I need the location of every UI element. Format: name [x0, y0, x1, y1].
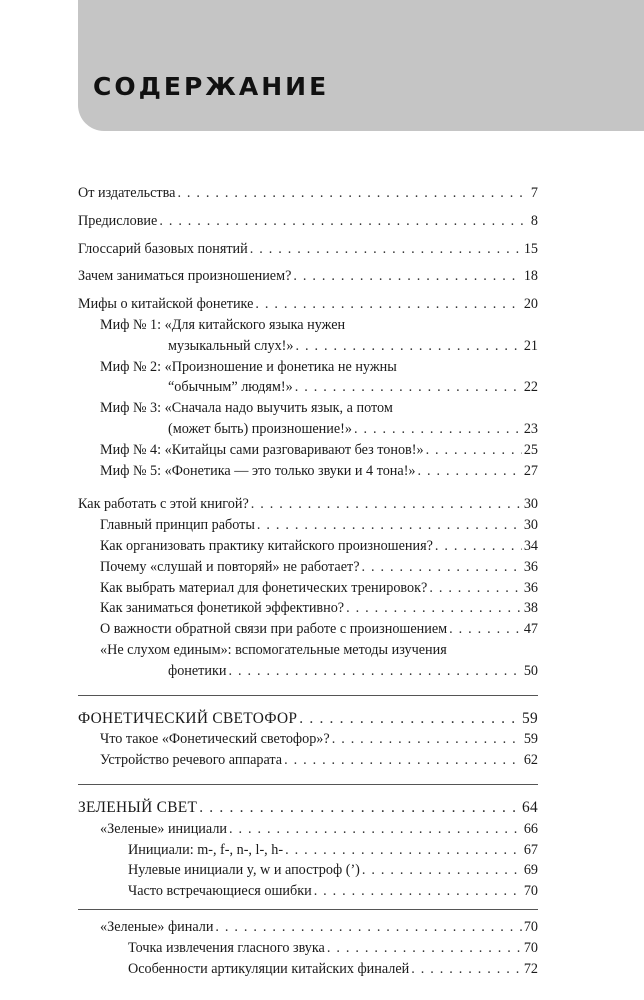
toc-entry-title: Инициали: m-, f-, n-, l-, h-	[128, 841, 284, 858]
toc-entry-page: 7	[530, 185, 538, 201]
toc-entry-title: Зачем заниматься произношением?	[78, 268, 292, 285]
dot-leader	[159, 211, 529, 232]
toc-entry[interactable]	[78, 557, 538, 578]
toc-entry-title: «Зеленые» инициали	[100, 820, 227, 837]
toc-entry[interactable]	[78, 750, 538, 771]
toc-entry-page: 70	[523, 918, 538, 935]
dot-leader	[426, 440, 522, 461]
toc-entry-page: 25	[523, 441, 538, 458]
toc-entry-title: Как заниматься фонетикой эффективно?	[100, 600, 345, 617]
toc-entry[interactable]	[78, 536, 538, 557]
toc-entry-page: 47	[523, 621, 538, 638]
toc-entry[interactable]	[78, 515, 538, 536]
dot-leader	[177, 183, 528, 204]
toc-entry[interactable]	[78, 294, 538, 315]
toc-entry[interactable]	[78, 640, 538, 682]
toc-entry-page: 30	[523, 517, 538, 534]
toc-entry-title-line1: Миф № 2: «Произношение и фонетика не нужны	[100, 358, 397, 375]
toc-entry-page: 36	[523, 579, 538, 596]
toc-entry-title-line2: “обычным” людям!»	[168, 379, 293, 396]
dot-leader	[296, 336, 522, 357]
toc-entry-title: Миф № 4: «Китайцы сами разговаривают без тонов!»	[100, 441, 424, 458]
toc-entry-title: От издательства	[78, 185, 176, 201]
toc-entry-page: 69	[523, 862, 538, 879]
dot-leader	[435, 536, 522, 557]
toc-entry-title: Глоссарий базовых понятий	[78, 240, 248, 257]
toc-entry-page: 70	[523, 883, 538, 900]
toc-entry-title: ЗЕЛЕНЫЙ СВЕТ	[78, 798, 198, 816]
page-title: СОДЕРЖАНИЕ	[93, 72, 330, 101]
toc-entry-title: Точка извлечения гласного звука	[128, 939, 325, 956]
toc-entry-page: 72	[523, 960, 538, 977]
toc-entry[interactable]	[78, 183, 538, 204]
toc-entry[interactable]	[78, 440, 538, 461]
dot-leader	[228, 661, 521, 682]
dot-leader	[362, 860, 522, 881]
toc-entry[interactable]	[78, 211, 538, 232]
toc-entry-title: Как выбрать материал для фонетических тренировок?	[100, 579, 428, 596]
dot-leader	[215, 917, 521, 938]
toc-part-entry[interactable]	[78, 709, 538, 730]
toc-entry-title-line1: Миф № 3: «Сначала надо выучить язык, а потом	[100, 400, 393, 417]
toc-entry-title-line2: фонетики	[168, 662, 227, 679]
toc-entry-title-line1: Миф № 1: «Для китайского языка нужен	[100, 316, 346, 333]
toc-entry-title-line1: «Не слухом единым»: вспомогательные методы изучения	[100, 641, 447, 658]
toc-entry-title: Главный принцип работы	[100, 517, 255, 534]
toc-entry-page: 59	[523, 731, 538, 748]
toc-entry-title: Предисловие	[78, 212, 158, 229]
toc-entry[interactable]	[78, 619, 538, 640]
toc-entry-title: Как организовать практику китайского произношения?	[100, 537, 433, 554]
toc-entry-title: О важности обратной связи при работе с произношением	[100, 621, 448, 638]
dot-leader	[251, 494, 522, 515]
dot-leader	[295, 377, 522, 398]
toc-entry-page: 18	[523, 268, 538, 285]
dot-leader	[362, 557, 522, 578]
toc-entry-page: 20	[523, 296, 538, 313]
dot-leader	[332, 729, 522, 750]
toc-entry-page: 22	[523, 379, 538, 396]
toc-entry[interactable]	[78, 729, 538, 750]
dot-leader	[293, 266, 521, 287]
dot-leader	[449, 619, 522, 640]
toc-entry-title-line2: (может быть) произношение!»	[168, 420, 352, 437]
toc-entry-title: Как работать с этой книгой?	[78, 496, 249, 513]
toc-entry-page: 50	[523, 662, 538, 679]
dot-leader	[284, 750, 522, 771]
toc-entry-title: Особенности артикуляции китайских финалей	[128, 960, 410, 977]
toc-entry-title: Почему «слушай и повторяй» не работает?	[100, 558, 360, 575]
toc-entry-title-line2: музыкальный слух!»	[168, 337, 294, 354]
table-of-contents	[78, 183, 538, 979]
toc-entry-page: 8	[530, 212, 538, 229]
dot-leader	[354, 419, 522, 440]
toc-entry[interactable]	[78, 357, 538, 399]
toc-entry-title: Нулевые инициали y, w и апостроф (’)	[128, 862, 360, 879]
dot-leader	[429, 578, 521, 599]
dot-leader	[285, 840, 522, 861]
toc-entry-page: 38	[523, 600, 538, 617]
toc-entry[interactable]	[78, 840, 538, 861]
toc-entry[interactable]	[78, 917, 538, 938]
toc-entry[interactable]	[78, 315, 538, 357]
dot-leader	[327, 938, 522, 959]
toc-entry[interactable]	[78, 860, 538, 881]
toc-entry-title: «Зеленые» финали	[100, 918, 214, 935]
dot-leader	[229, 819, 522, 840]
toc-entry-page: 62	[523, 752, 538, 769]
toc-entry[interactable]	[78, 494, 538, 515]
toc-entry-page: 59	[522, 709, 538, 727]
toc-entry[interactable]	[78, 938, 538, 959]
dot-leader	[418, 461, 522, 482]
toc-entry-page: 21	[523, 337, 538, 354]
dot-leader	[314, 881, 522, 902]
toc-entry-page: 30	[523, 496, 538, 513]
toc-entry-title: Миф № 5: «Фонетика — это только звуки и 4 тона!»	[100, 462, 416, 479]
toc-entry-page: 34	[523, 537, 538, 554]
toc-entry[interactable]	[78, 239, 538, 260]
toc-entry-title: Мифы о китайской фонетике	[78, 296, 254, 313]
toc-part-entry[interactable]	[78, 798, 538, 819]
dot-leader	[257, 515, 522, 536]
toc-entry-page: 36	[523, 558, 538, 575]
header-band	[78, 0, 644, 131]
toc-entry[interactable]	[78, 598, 538, 619]
dot-leader	[346, 598, 522, 619]
toc-entry[interactable]	[78, 959, 538, 980]
toc-entry[interactable]	[78, 398, 538, 440]
toc-entry[interactable]	[78, 819, 538, 840]
toc-entry[interactable]	[78, 578, 538, 599]
dot-leader	[250, 239, 522, 260]
toc-entry-title: Устройство речевого аппарата	[100, 752, 283, 769]
toc-entry-title: ФОНЕТИЧЕСКИЙ СВЕТОФОР	[78, 709, 298, 727]
toc-entry-page: 64	[522, 798, 538, 816]
dot-leader	[199, 798, 520, 819]
toc-entry-page: 27	[523, 462, 538, 479]
toc-entry-page: 67	[523, 841, 538, 858]
dot-leader	[299, 709, 520, 730]
toc-entry-title: Что такое «Фонетический светофор»?	[100, 731, 330, 748]
dot-leader	[255, 294, 521, 315]
toc-entry[interactable]	[78, 881, 538, 902]
dot-leader	[411, 959, 522, 980]
toc-entry[interactable]	[78, 266, 538, 287]
toc-entry-page: 15	[523, 240, 538, 257]
toc-entry-page: 70	[523, 939, 538, 956]
toc-entry[interactable]	[78, 461, 538, 482]
toc-entry-title: Часто встречающиеся ошибки	[128, 883, 312, 900]
toc-entry-page: 23	[523, 420, 538, 437]
toc-entry-page: 66	[523, 820, 538, 837]
